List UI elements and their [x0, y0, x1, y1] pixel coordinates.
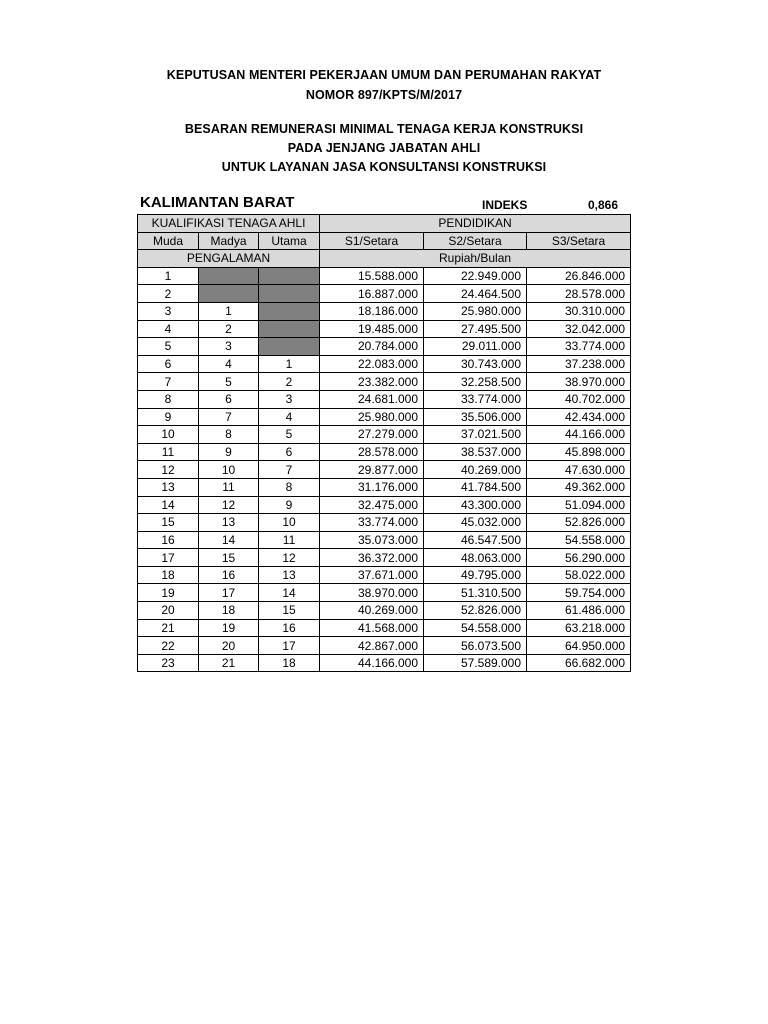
cell-muda: 7 [138, 373, 199, 391]
table-row [138, 338, 631, 356]
cell-s3: 59.754.000 [527, 584, 631, 602]
cell-muda: 16 [138, 531, 199, 549]
cell-madya: 4 [199, 355, 259, 373]
table-row [138, 285, 631, 303]
cell-s2: 35.506.000 [424, 408, 527, 426]
table-row [138, 496, 631, 514]
table-row [138, 443, 631, 461]
cell-muda: 3 [138, 302, 199, 320]
cell-s1: 44.166.000 [320, 654, 424, 672]
cell-s2: 49.795.000 [424, 566, 527, 584]
cell-utama: 12 [259, 549, 320, 567]
cell-madya: 2 [199, 320, 259, 338]
cell-madya: 7 [199, 408, 259, 426]
cell-madya: 8 [199, 426, 259, 444]
title-line-2: NOMOR 897/KPTS/M/2017 [305, 88, 463, 102]
table-row [138, 584, 631, 602]
table-row [138, 566, 631, 584]
table-row [138, 514, 631, 532]
cell-s2: 32.258.500 [424, 373, 527, 391]
cell-s3: 47.630.000 [527, 461, 631, 479]
cell-s3: 26.846.000 [527, 267, 631, 285]
subtitle-line-2: PADA JENJANG JABATAN AHLI [287, 141, 481, 155]
cell-s1: 35.073.000 [320, 531, 424, 549]
cell-s1: 25.980.000 [320, 408, 424, 426]
cell-s1: 24.681.000 [320, 390, 424, 408]
cell-utama: 6 [259, 443, 320, 461]
table-row [138, 531, 631, 549]
table-row [138, 320, 631, 338]
cell-utama: 5 [259, 426, 320, 444]
cell-madya [199, 285, 259, 303]
cell-madya: 14 [199, 531, 259, 549]
table-row [138, 408, 631, 426]
cell-s2: 51.310.500 [424, 584, 527, 602]
cell-muda: 8 [138, 390, 199, 408]
table-row [138, 461, 631, 479]
cell-muda: 19 [138, 584, 199, 602]
index-label: INDEKS [482, 198, 528, 212]
table-row [138, 602, 631, 620]
cell-s3: 51.094.000 [527, 496, 631, 514]
cell-muda: 17 [138, 549, 199, 567]
col-header-s2: S2/Setara [424, 232, 527, 250]
cell-utama [259, 267, 320, 285]
cell-s1: 28.578.000 [320, 443, 424, 461]
cell-utama: 1 [259, 355, 320, 373]
cell-s3: 66.682.000 [527, 654, 631, 672]
cell-muda: 2 [138, 285, 199, 303]
cell-s3: 63.218.000 [527, 619, 631, 637]
cell-madya [199, 267, 259, 285]
cell-muda: 11 [138, 443, 199, 461]
cell-madya: 13 [199, 514, 259, 532]
cell-s3: 28.578.000 [527, 285, 631, 303]
table-row [138, 654, 631, 672]
cell-muda: 12 [138, 461, 199, 479]
cell-utama [259, 320, 320, 338]
cell-s2: 52.826.000 [424, 602, 527, 620]
table-header-row-3 [138, 250, 631, 268]
table-header-row-1 [138, 215, 631, 233]
cell-muda: 10 [138, 426, 199, 444]
cell-s1: 16.887.000 [320, 285, 424, 303]
table-row [138, 426, 631, 444]
cell-madya: 12 [199, 496, 259, 514]
cell-s1: 22.083.000 [320, 355, 424, 373]
cell-s3: 42.434.000 [527, 408, 631, 426]
cell-muda: 5 [138, 338, 199, 356]
remuneration-table [137, 214, 631, 672]
cell-s3: 33.774.000 [527, 338, 631, 356]
cell-utama: 11 [259, 531, 320, 549]
table-row [138, 267, 631, 285]
cell-s1: 20.784.000 [320, 338, 424, 356]
cell-s2: 24.464.500 [424, 285, 527, 303]
table-row [138, 637, 631, 655]
experience-header: PENGALAMAN [138, 250, 320, 268]
cell-s2: 48.063.000 [424, 549, 527, 567]
cell-s3: 56.290.000 [527, 549, 631, 567]
cell-s3: 38.970.000 [527, 373, 631, 391]
cell-s2: 38.537.000 [424, 443, 527, 461]
cell-s3: 30.310.000 [527, 302, 631, 320]
cell-s1: 31.176.000 [320, 478, 424, 496]
region-name: KALIMANTAN BARAT [140, 194, 295, 211]
cell-muda: 23 [138, 654, 199, 672]
cell-s3: 32.042.000 [527, 320, 631, 338]
table-row [138, 355, 631, 373]
cell-madya: 10 [199, 461, 259, 479]
cell-madya: 21 [199, 654, 259, 672]
cell-muda: 6 [138, 355, 199, 373]
cell-madya: 20 [199, 637, 259, 655]
education-group-header: PENDIDIKAN [320, 215, 631, 233]
cell-utama [259, 338, 320, 356]
table-row [138, 549, 631, 567]
cell-muda: 14 [138, 496, 199, 514]
cell-madya: 18 [199, 602, 259, 620]
cell-s2: 57.589.000 [424, 654, 527, 672]
col-header-s1: S1/Setara [320, 232, 424, 250]
cell-madya: 19 [199, 619, 259, 637]
title-line-1: KEPUTUSAN MENTERI PEKERJAAN UMUM DAN PERUMAHAN RAKYAT [166, 68, 602, 82]
cell-s3: 44.166.000 [527, 426, 631, 444]
table-row [138, 302, 631, 320]
col-header-madya: Madya [199, 232, 259, 250]
cell-madya: 15 [199, 549, 259, 567]
subtitle-line-3: UNTUK LAYANAN JASA KONSULTANSI KONSTRUKSI [221, 160, 547, 174]
cell-utama [259, 285, 320, 303]
cell-s2: 27.495.500 [424, 320, 527, 338]
cell-s1: 15.588.000 [320, 267, 424, 285]
cell-s1: 33.774.000 [320, 514, 424, 532]
cell-madya: 16 [199, 566, 259, 584]
cell-s1: 23.382.000 [320, 373, 424, 391]
cell-s2: 22.949.000 [424, 267, 527, 285]
table-row [138, 478, 631, 496]
cell-s1: 38.970.000 [320, 584, 424, 602]
cell-s1: 29.877.000 [320, 461, 424, 479]
cell-muda: 1 [138, 267, 199, 285]
cell-muda: 15 [138, 514, 199, 532]
cell-madya: 5 [199, 373, 259, 391]
cell-muda: 18 [138, 566, 199, 584]
cell-s1: 42.867.000 [320, 637, 424, 655]
cell-s2: 25.980.000 [424, 302, 527, 320]
cell-s3: 61.486.000 [527, 602, 631, 620]
cell-s3: 40.702.000 [527, 390, 631, 408]
cell-s3: 37.238.000 [527, 355, 631, 373]
cell-s1: 41.568.000 [320, 619, 424, 637]
cell-s1: 40.269.000 [320, 602, 424, 620]
cell-madya: 6 [199, 390, 259, 408]
cell-s2: 45.032.000 [424, 514, 527, 532]
table-row [138, 373, 631, 391]
cell-s1: 36.372.000 [320, 549, 424, 567]
table-row [138, 390, 631, 408]
cell-utama: 10 [259, 514, 320, 532]
cell-muda: 13 [138, 478, 199, 496]
col-header-s3: S3/Setara [527, 232, 631, 250]
cell-s2: 33.774.000 [424, 390, 527, 408]
cell-s2: 41.784.500 [424, 478, 527, 496]
cell-s1: 37.671.000 [320, 566, 424, 584]
cell-utama: 15 [259, 602, 320, 620]
table-header-row-2 [138, 232, 631, 250]
cell-utama: 8 [259, 478, 320, 496]
cell-utama: 7 [259, 461, 320, 479]
cell-s2: 54.558.000 [424, 619, 527, 637]
col-header-muda: Muda [138, 232, 199, 250]
cell-utama: 14 [259, 584, 320, 602]
index-value: 0,866 [588, 198, 619, 212]
cell-utama: 13 [259, 566, 320, 584]
cell-s3: 45.898.000 [527, 443, 631, 461]
cell-utama: 4 [259, 408, 320, 426]
cell-s2: 37.021.500 [424, 426, 527, 444]
cell-s2: 40.269.000 [424, 461, 527, 479]
cell-s2: 56.073.500 [424, 637, 527, 655]
cell-s2: 43.300.000 [424, 496, 527, 514]
cell-utama [259, 302, 320, 320]
cell-s1: 27.279.000 [320, 426, 424, 444]
cell-madya: 9 [199, 443, 259, 461]
cell-utama: 16 [259, 619, 320, 637]
cell-s2: 46.547.500 [424, 531, 527, 549]
cell-utama: 18 [259, 654, 320, 672]
table-row [138, 619, 631, 637]
cell-s2: 30.743.000 [424, 355, 527, 373]
cell-s1: 19.485.000 [320, 320, 424, 338]
cell-madya: 3 [199, 338, 259, 356]
cell-utama: 2 [259, 373, 320, 391]
cell-madya: 11 [199, 478, 259, 496]
cell-s2: 29.011.000 [424, 338, 527, 356]
subtitle-line-1: BESARAN REMUNERASI MINIMAL TENAGA KERJA KONSTRUKSI [184, 122, 584, 136]
cell-muda: 22 [138, 637, 199, 655]
cell-s1: 32.475.000 [320, 496, 424, 514]
cell-madya: 1 [199, 302, 259, 320]
unit-header: Rupiah/Bulan [320, 250, 631, 268]
cell-muda: 20 [138, 602, 199, 620]
qualification-group-header: KUALIFIKASI TENAGA AHLI [138, 215, 320, 233]
cell-s3: 58.022.000 [527, 566, 631, 584]
cell-utama: 17 [259, 637, 320, 655]
cell-s3: 49.362.000 [527, 478, 631, 496]
cell-muda: 9 [138, 408, 199, 426]
cell-muda: 21 [138, 619, 199, 637]
cell-s3: 64.950.000 [527, 637, 631, 655]
cell-s1: 18.186.000 [320, 302, 424, 320]
cell-utama: 3 [259, 390, 320, 408]
cell-utama: 9 [259, 496, 320, 514]
cell-muda: 4 [138, 320, 199, 338]
cell-s3: 54.558.000 [527, 531, 631, 549]
cell-madya: 17 [199, 584, 259, 602]
cell-s3: 52.826.000 [527, 514, 631, 532]
col-header-utama: Utama [259, 232, 320, 250]
